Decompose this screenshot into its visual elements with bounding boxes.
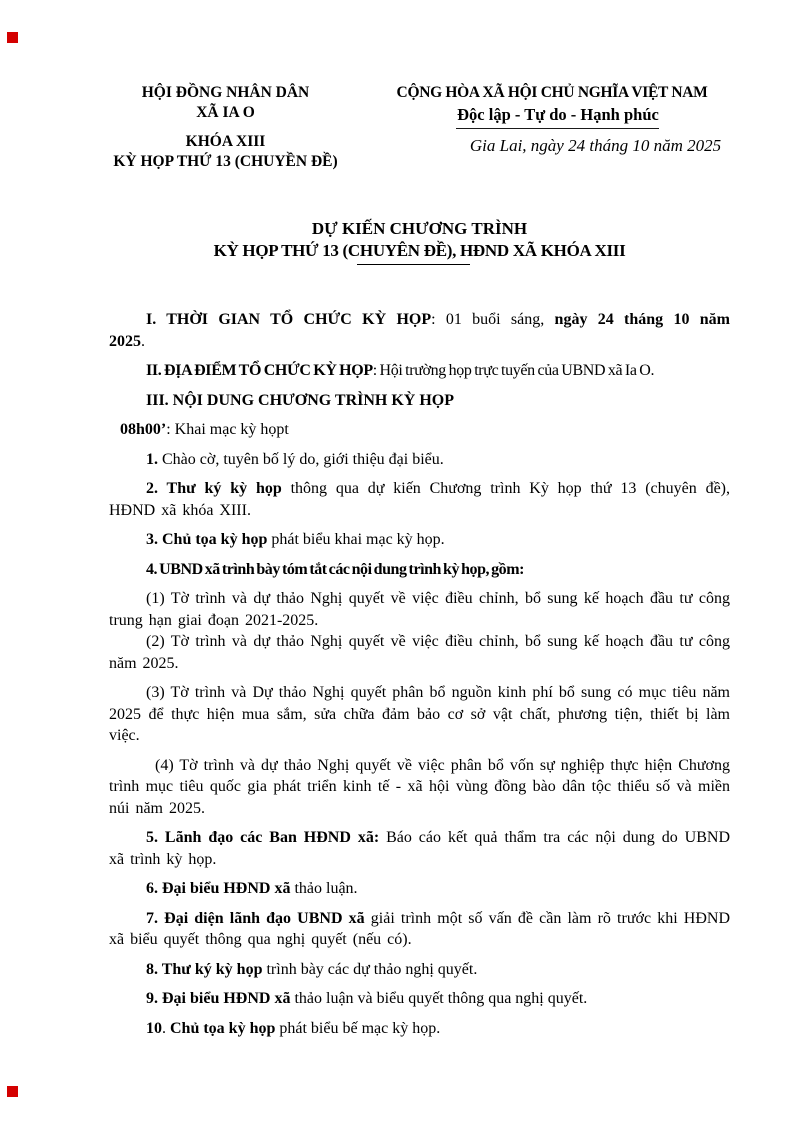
agenda-item-2: 2. Thư ký kỳ họp thông qua dự kiến Chương trình Kỳ họp thứ 13 (chuyên đề), HĐND xã khóa XIII.: [109, 480, 730, 519]
agenda-subitem-4: (4) Tờ trình và dự thảo Nghị quyết về việc phân bổ vốn sự nghiệp thực hiện Chương trình mục tiêu quốc gia phát triển kinh tế - xã hội vùng đồng bào dân tộc thiểu số và miền núi năm 2025.: [109, 756, 730, 817]
agenda-item-9: 9. Đại biểu HĐND xã thảo luận và biểu quyết thông qua nghị quyết.: [146, 990, 588, 1007]
agenda-item-10: 10. Chủ tọa kỳ họp phát biểu bế mạc kỳ họp.: [146, 1019, 441, 1037]
agenda-item-5: 5. Lãnh đạo các Ban HĐND xã: Báo cáo kết quả thẩm tra các nội dung do UBND xã trình kỳ họp.: [109, 829, 731, 868]
agenda-item-1: 1. Chào cờ, tuyên bố lý do, giới thiệu đại biểu.: [146, 450, 444, 468]
national-header-block: [358, 83, 746, 156]
agenda-subitem-2: (2) Tờ trình và dự thảo Nghị quyết về việc điều chỉnh, bổ sung kế hoạch đầu tư công năm 2025.: [109, 633, 730, 672]
authority-line-2: XÃ IA O: [196, 104, 255, 121]
agenda-item-7: 7. Đại diện lãnh đạo UBND xã giải trình một số vấn đề cần làm rõ trước khi HĐND xã biểu quyết thông qua nghị quyết (nếu có).: [109, 909, 730, 948]
agenda-item-4: 4. UBND xã trình bày tóm tắt các nội dung trình kỳ họp, gồm:: [146, 560, 524, 578]
agenda-subitem-1: (1) Tờ trình và dự thảo Nghị quyết về việc điều chỉnh, bổ sung kế hoạch đầu tư công trung hạn giai đoạn 2021-2025.: [109, 590, 730, 629]
red-marker-top: [7, 32, 18, 43]
motto-underline: [456, 128, 659, 129]
section-heading-content: III. NỘI DUNG CHƯƠNG TRÌNH KỲ HỌP: [146, 391, 455, 409]
agenda-subitem-3: (3) Tờ trình và Dự thảo Nghị quyết phân bổ nguồn kinh phí bổ sung có mục tiêu năm 2025 để thực hiện mua sắm, sửa chữa đảm bảo cơ sở vật chất, phương tiện, thiết bị làm việc.: [109, 684, 730, 744]
document-title-line1: DỰ KIẾN CHƯƠNG TRÌNH: [311, 219, 528, 238]
section-heading-location: II. ĐỊA ĐIỂM TỔ CHỨC KỲ HỌP: Hội trường họp trực tuyến của UBND xã Ia O.: [146, 362, 655, 379]
national-title: CỘNG HÒA XÃ HỘI CHỦ NGHĨA VIỆT NAM: [396, 84, 708, 101]
opening-time-line: 08h00’: Khai mạc kỳ họpt: [120, 421, 289, 438]
place-date-line: Gia Lai, ngày 24 tháng 10 năm 2025: [469, 136, 722, 155]
authority-line-4: KỲ HỌP THỨ 13 (CHUYỀN ĐỀ): [113, 153, 338, 170]
issuing-authority-block: [78, 83, 373, 172]
document-title-line2: KỲ HỌP THỨ 13 (CHUYÊN ĐỀ), HĐND XÃ KHÓA XIII: [213, 241, 626, 260]
agenda-item-8: 8. Thư ký kỳ họp trình bày các dự thảo nghị quyết.: [146, 960, 478, 978]
agenda-item-6: 6. Đại biểu HĐND xã thảo luận.: [146, 880, 358, 897]
authority-line-1: HỘI ĐỒNG NHÂN DÂN: [141, 84, 310, 101]
red-marker-bottom: [7, 1086, 18, 1097]
authority-line-3: KHÓA XIII: [185, 133, 266, 150]
section-heading-time: I. THỜI GIAN TỔ CHỨC KỲ HỌP: 01 buổi sáng, ngày 24 tháng 10 năm 2025.: [109, 311, 731, 350]
document-title-block: [109, 218, 730, 265]
document-body: [109, 309, 730, 1039]
national-motto: Độc lập - Tự do - Hạnh phúc: [457, 105, 659, 124]
title-underline: [357, 264, 470, 265]
agenda-item-3: 3. Chủ tọa kỳ họp phát biểu khai mạc kỳ họp.: [146, 531, 445, 548]
